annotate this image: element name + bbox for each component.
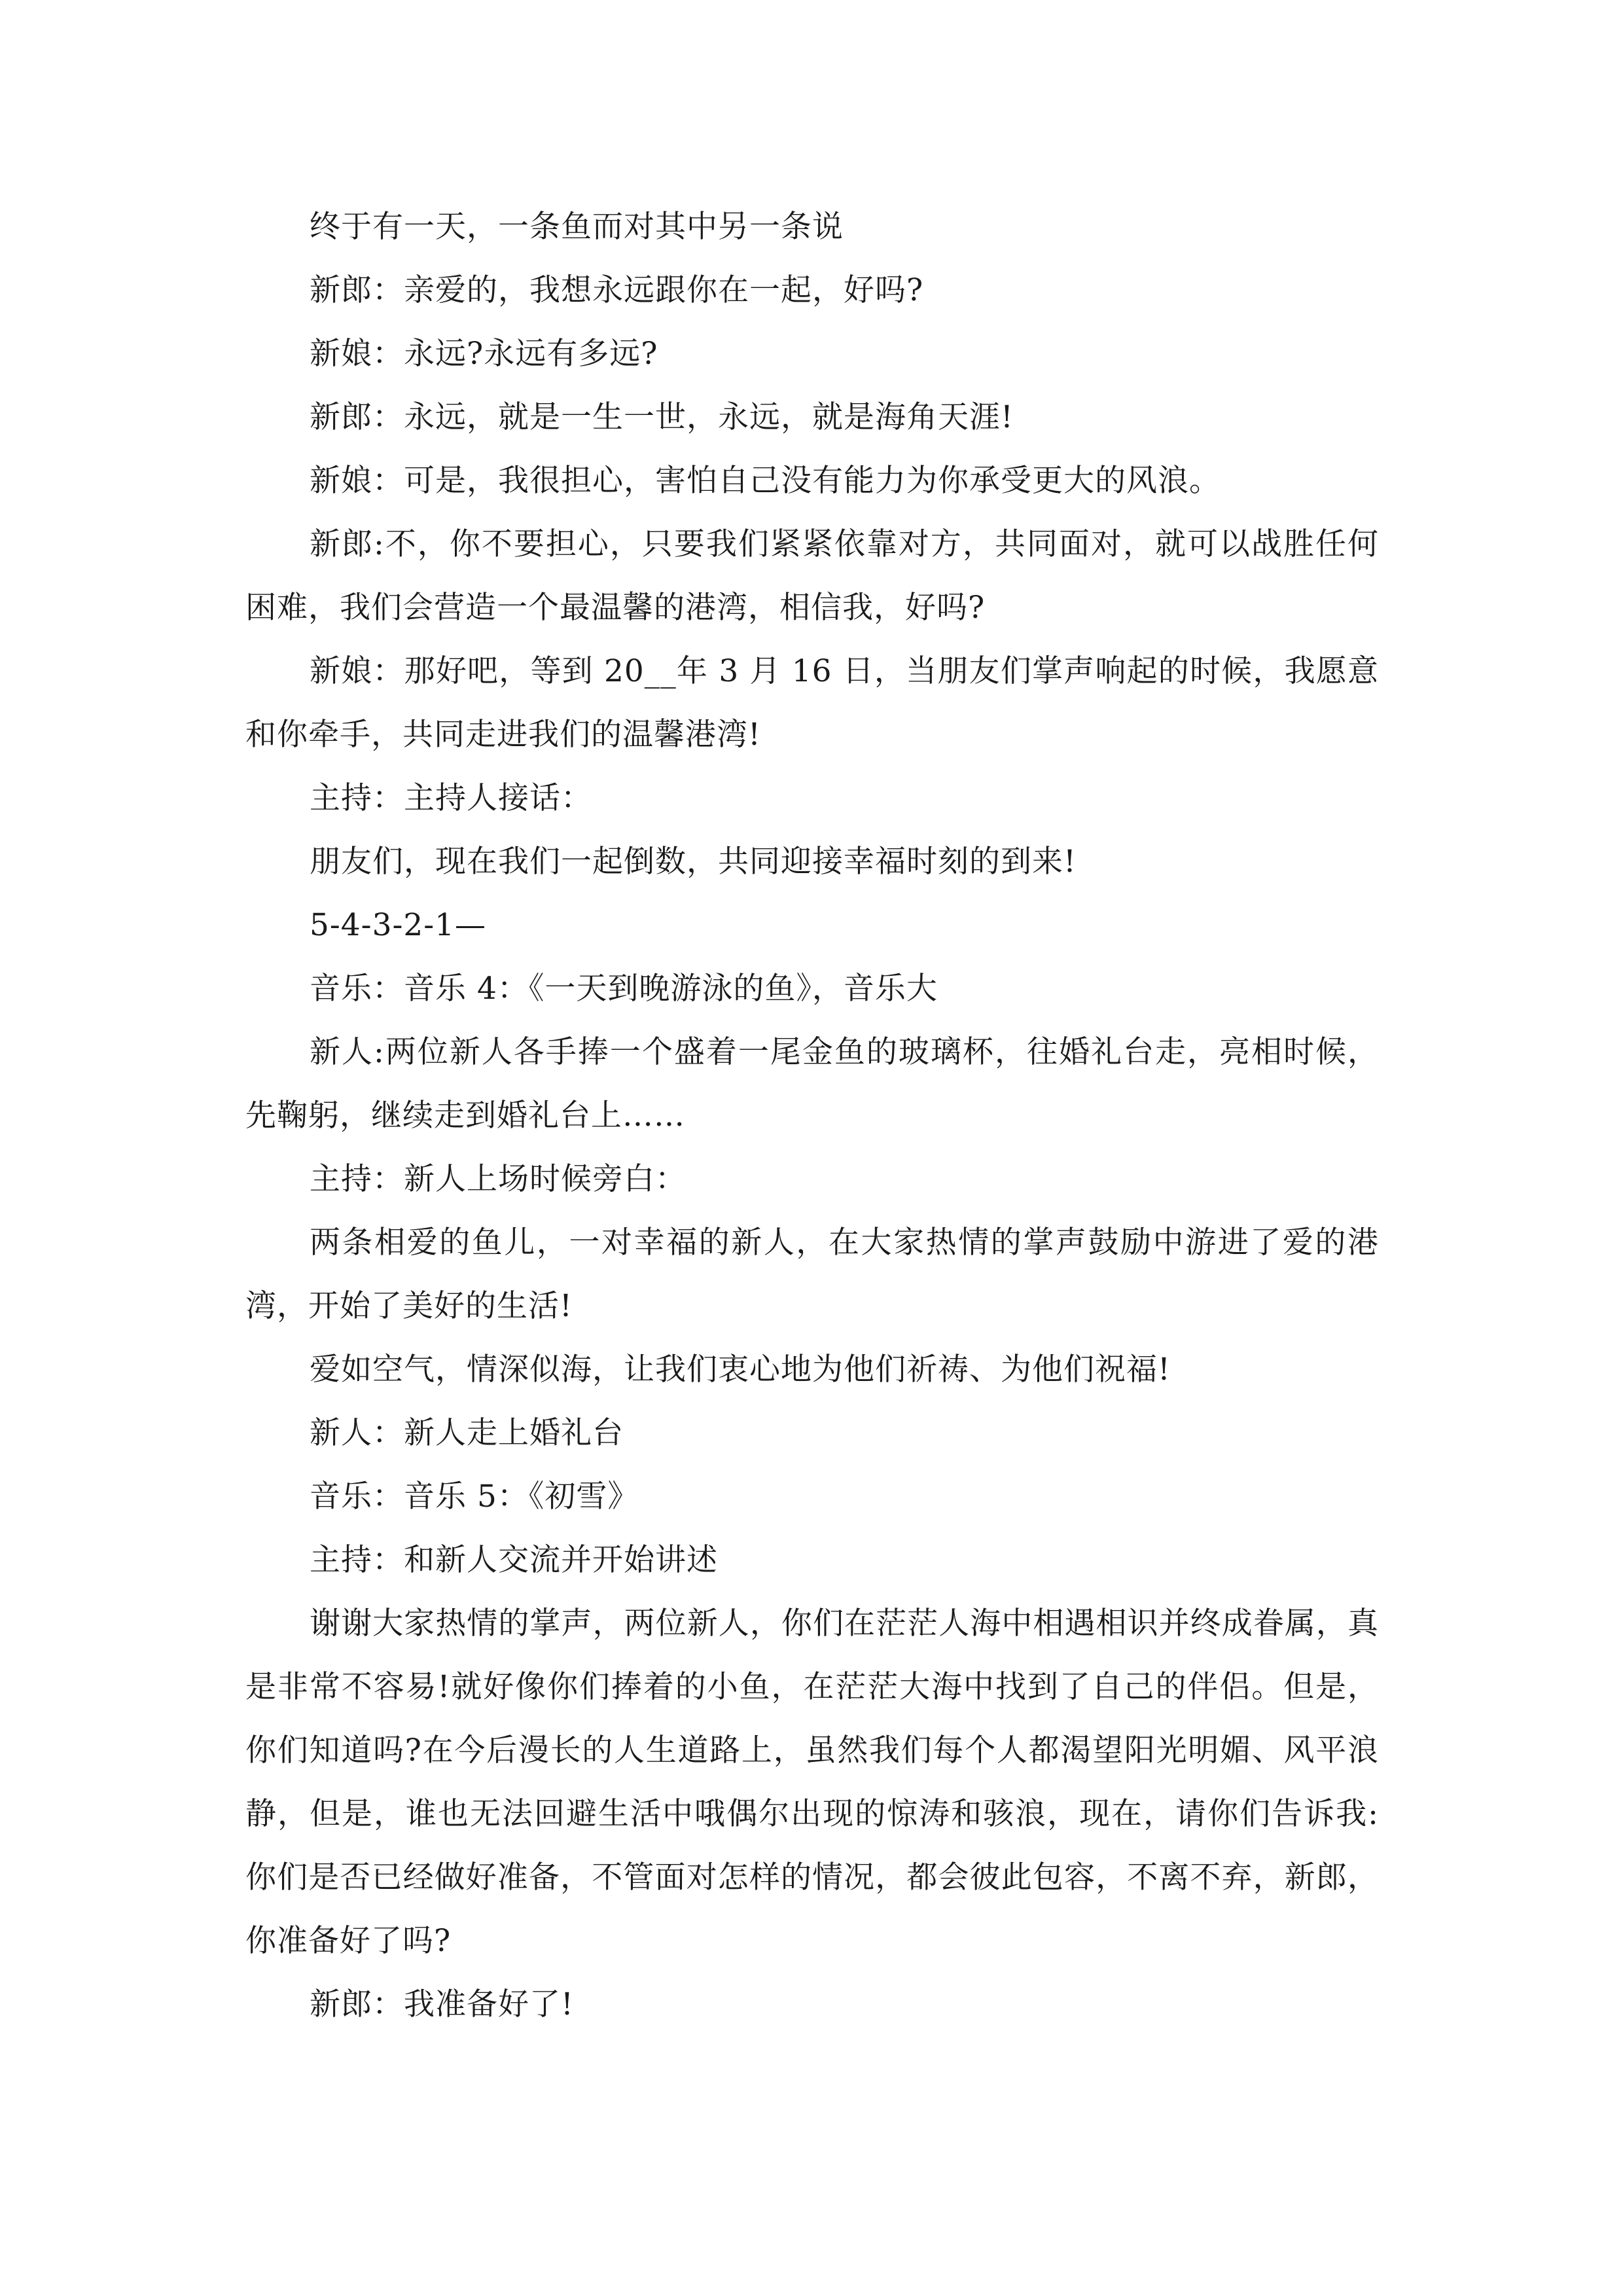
paragraph-host-speech: 谢谢大家热情的掌声，两位新人，你们在茫茫人海中相遇相识并终成眷属，真是非常不容易!就好像你们捧着的小鱼，在茫茫大海中找到了自己的伴侣。但是，你们知道吗?在今后漫长的人生道路上，虽然我们每个人都渴望阳光明媚、风平浪静，但是，谁也无法回避生活中哦偶尔出现的惊涛和骇浪，现在，请你们告诉我:你们是否已经做好准备，不管面对怎样的情况，都会彼此包容，不离不弃，新郎，你准备好了吗? [245, 1605, 1379, 1959]
paragraph-groom-answer: 新郎：我准备好了! [310, 1986, 574, 2022]
document-body [245, 195, 1379, 2036]
paragraph-bride-line-1: 新娘：永远?永远有多远? [310, 336, 658, 372]
paragraph-intro: 终于有一天，一条鱼而对其中另一条说 [310, 209, 844, 245]
paragraph-bride-line-3: 新娘：那好吧，等到 20__年 3 月 16 日，当朋友们掌声响起的时候，我愿意和你牵手，共同走进我们的温馨港湾! [245, 653, 1379, 753]
paragraph-countdown: 5-4-3-2-1— [310, 907, 487, 943]
paragraph-host-cue-2: 主持：新人上场时候旁白： [310, 1161, 687, 1197]
paragraph-host-cue-1: 主持：主持人接话： [310, 780, 592, 816]
paragraph-narration-2: 爱如空气，情深似海，让我们衷心地为他们祈祷、为他们祝福! [310, 1352, 1171, 1388]
paragraph-groom-line-1: 新郎：亲爱的，我想永远跟你在一起，好吗? [310, 272, 924, 308]
paragraph-music-cue-5: 音乐：音乐 5：《初雪》 [310, 1479, 639, 1515]
paragraph-countdown-intro: 朋友们，现在我们一起倒数，共同迎接幸福时刻的到来! [310, 844, 1077, 880]
paragraph-couple-entrance: 新人:两位新人各手捧一个盛着一尾金鱼的玻璃杯，往婚礼台走，亮相时候，先鞠躬，继续走到婚礼台上…… [245, 1034, 1379, 1134]
paragraph-host-cue-3: 主持：和新人交流并开始讲述 [310, 1542, 718, 1578]
paragraph-groom-line-3: 新郎:不，你不要担心，只要我们紧紧依靠对方，共同面对，就可以战胜任何困难，我们会营造一个最温馨的港湾，相信我，好吗? [245, 526, 1379, 626]
paragraph-couple-cue: 新人：新人走上婚礼台 [310, 1415, 624, 1451]
paragraph-groom-line-2: 新郎：永远，就是一生一世，永远，就是海角天涯! [310, 399, 1014, 435]
paragraph-bride-line-2: 新娘：可是，我很担心，害怕自己没有能力为你承受更大的风浪。 [310, 463, 1221, 499]
paragraph-narration-1: 两条相爱的鱼儿，一对幸福的新人，在大家热情的掌声鼓励中游进了爱的港湾，开始了美好的生活! [245, 1225, 1379, 1324]
paragraph-music-cue-4: 音乐：音乐 4：《一天到晚游泳的鱼》，音乐大 [310, 971, 938, 1007]
